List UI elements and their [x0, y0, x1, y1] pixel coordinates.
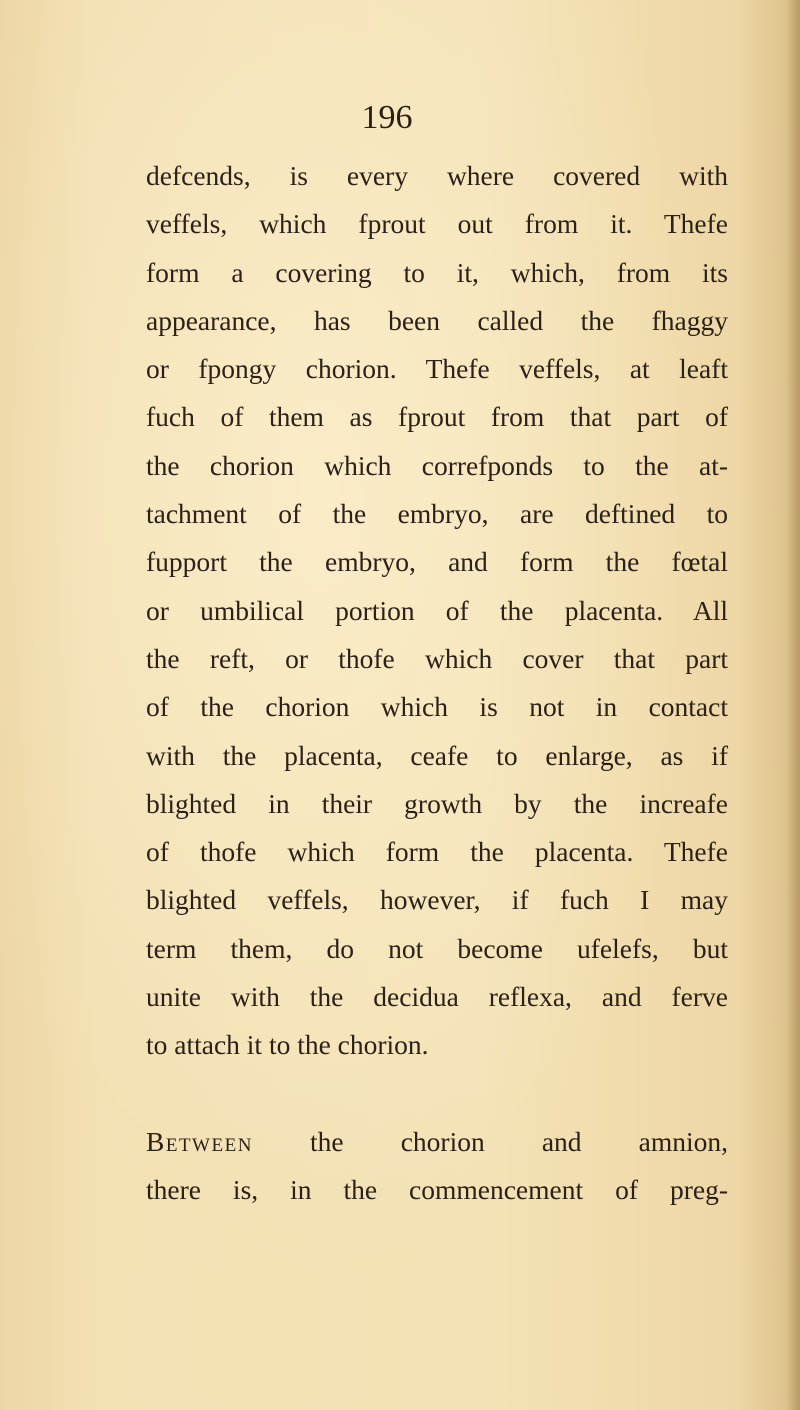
- text-line: [146, 1118, 728, 1166]
- text-line: appearance, has been called the fhaggy: [146, 304, 728, 336]
- paragraph-gap: [146, 1070, 728, 1118]
- text-line: the reft, or thofe which cover that part: [146, 642, 728, 674]
- text-line: the chorion which correfponds to the at-: [146, 449, 728, 481]
- text-line: or fpongy chorion. Thefe veffels, at leaft: [146, 353, 728, 385]
- text-line: or umbilical portion of the placenta. All: [146, 594, 728, 626]
- text-line: unite with the decidua reflexa, and ferve: [146, 981, 728, 1013]
- text-line: with the placenta, ceafe to enlarge, as if: [146, 739, 728, 771]
- text-line: blighted veffels, however, if fuch I may: [146, 884, 728, 916]
- text-line: form a covering to it, which, from its: [146, 256, 728, 288]
- paragraph-1: [146, 152, 728, 1070]
- lead-word: Between: [146, 1125, 253, 1157]
- page-number: 196: [361, 99, 413, 136]
- text-line: fuch of them as fprout from that part of: [146, 401, 728, 433]
- text-line: term them, do not become ufelefs, but: [146, 932, 728, 964]
- text-line: there is, in the commencement of preg-: [146, 1173, 728, 1205]
- text-line: veffels, which fprout out from it. Thefe: [146, 208, 728, 240]
- text-line: defcends, is every where covered with: [146, 160, 728, 191]
- page-edge-shadow: [786, 0, 800, 1410]
- text-span: the chorion and amnion,: [310, 1125, 729, 1157]
- text-line: to attach it to the chorion.: [146, 1029, 429, 1061]
- text-line: of thofe which form the placenta. Thefe: [146, 836, 728, 868]
- text-line: fupport the embryo, and form the fœtal: [146, 546, 728, 578]
- text-line: tachment of the embryo, are deftined to: [146, 498, 728, 530]
- body-text: [146, 152, 728, 1214]
- paragraph-2: [146, 1118, 728, 1215]
- text-line: of the chorion which is not in contact: [146, 691, 728, 723]
- text-line: blighted in their growth by the increafe: [146, 787, 728, 819]
